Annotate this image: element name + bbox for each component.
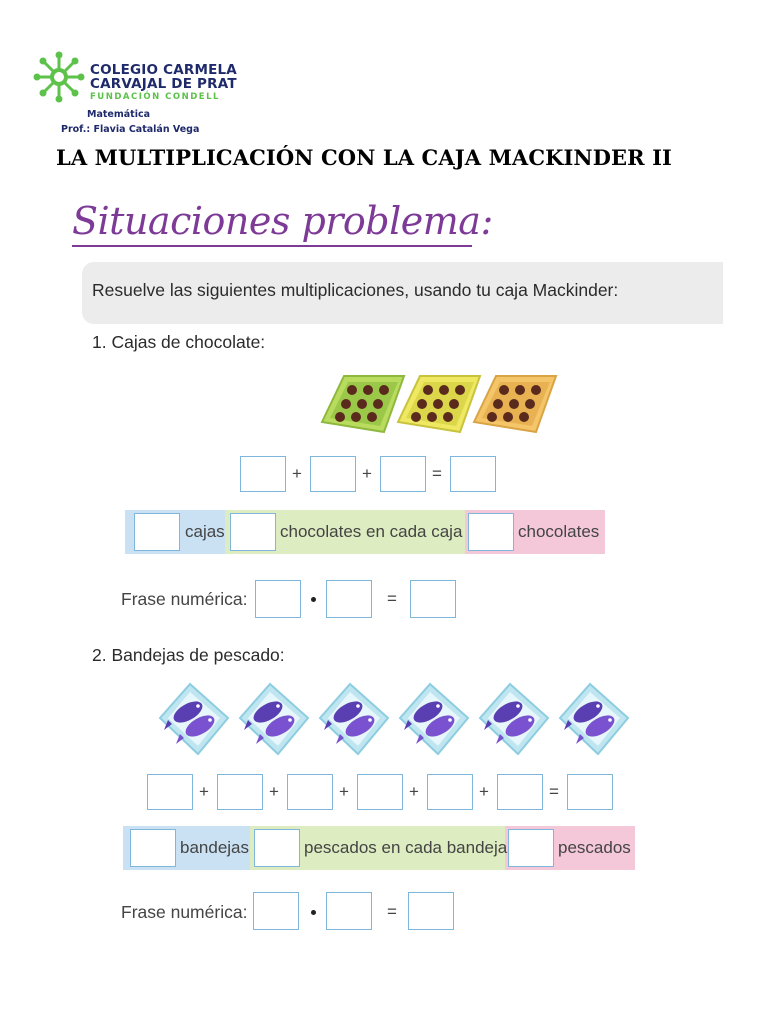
fish-tray-icon [560,684,628,754]
equals-sign: = [432,464,442,483]
chocolate-box-icon [398,376,480,432]
p1-addend-box-3[interactable] [380,456,426,492]
p2-total-box[interactable] [508,829,554,867]
school-name-line2: CARVAJAL DE PRAT [90,76,237,92]
fish-tray-icon [240,684,308,754]
section-underline [72,245,472,247]
p1-sum-box[interactable] [450,456,496,492]
problem-2-title: 2. Bandejas de pescado: [92,645,285,665]
fish-trays-illustration [150,678,636,760]
p1-factor-box-1[interactable] [255,580,301,618]
multiply-dot [311,597,316,602]
p1-groups-box[interactable] [134,513,180,551]
chocolate-boxes-illustration [318,370,558,440]
p1-addend-box-1[interactable] [240,456,286,492]
p2-total-label: pescados [558,838,631,857]
fish-tray-icon [480,684,548,754]
school-logo-icon [32,50,86,104]
p2-per-group-label: pescados en cada bandeja [304,838,508,857]
teacher-label: Prof.: Flavia Catalán Vega [61,124,200,135]
p2-sum-box[interactable] [567,774,613,810]
equals-sign: = [549,782,559,801]
p2-addend-box-3[interactable] [287,774,333,810]
subject-label: Matemática [87,109,150,120]
p1-frase-label: Frase numérica: [121,589,248,609]
fish-tray-icon [160,684,228,754]
plus-sign: + [199,782,209,801]
p2-per-group-box[interactable] [254,829,300,867]
p2-groups-box[interactable] [130,829,176,867]
fish-tray-icon [320,684,388,754]
plus-sign: + [339,782,349,801]
section-title: Situaciones problema: [72,199,493,243]
school-name-line1: COLEGIO CARMELA [90,62,237,78]
p2-frase-label: Frase numérica: [121,902,248,922]
plus-sign: + [409,782,419,801]
p2-product-box[interactable] [408,892,454,930]
p2-groups-label: bandejas [180,838,250,857]
plus-sign: + [479,782,489,801]
p2-addend-box-5[interactable] [427,774,473,810]
p1-per-group-box[interactable] [230,513,276,551]
plus-sign: + [269,782,279,801]
p1-addend-box-2[interactable] [310,456,356,492]
p1-total-box[interactable] [468,513,514,551]
p2-addend-box-1[interactable] [147,774,193,810]
page-title: LA MULTIPLICACIÓN CON LA CAJA MACKINDER II [56,145,672,170]
plus-sign: + [292,464,302,483]
equals-sign: = [387,902,397,921]
p1-groups-label: cajas [185,522,225,541]
instruction-text: Resuelve las siguientes multiplicaciones, usando tu caja Mackinder: [92,280,619,300]
p1-per-group-label: chocolates en cada caja [280,522,463,541]
p2-addend-box-2[interactable] [217,774,263,810]
chocolate-box-icon [474,376,556,432]
p1-total-label: chocolates [518,522,600,541]
p2-factor-box-1[interactable] [253,892,299,930]
p1-factor-box-2[interactable] [326,580,372,618]
school-foundation: FUNDACIÓN CONDELL [90,92,220,102]
p1-product-box[interactable] [410,580,456,618]
p2-addend-box-6[interactable] [497,774,543,810]
problem-1-title: 1. Cajas de chocolate: [92,332,266,352]
chocolate-box-icon [322,376,404,432]
p2-factor-box-2[interactable] [326,892,372,930]
multiply-dot [311,910,316,915]
equals-sign: = [387,589,397,608]
p2-addend-box-4[interactable] [357,774,403,810]
plus-sign: + [362,464,372,483]
fish-tray-icon [400,684,468,754]
